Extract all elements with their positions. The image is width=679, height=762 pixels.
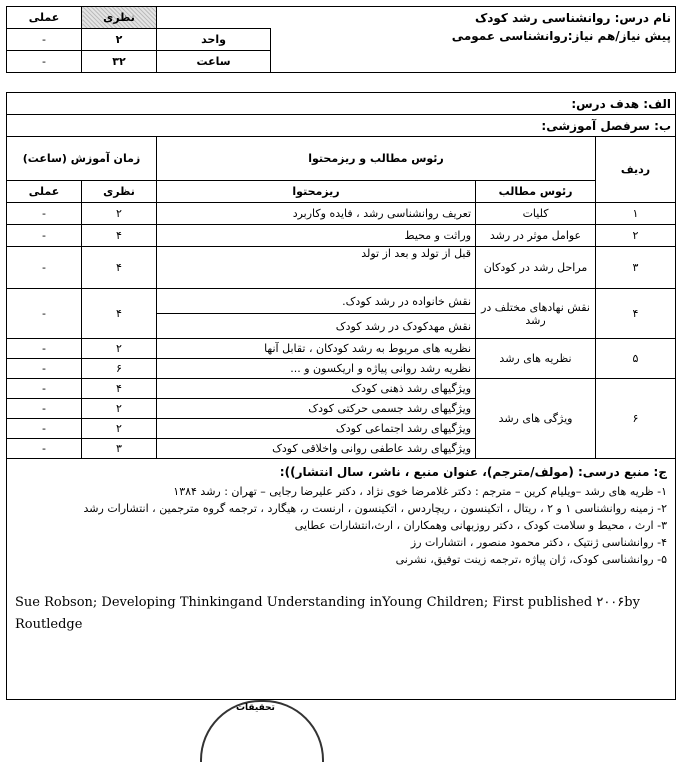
hours-theory: ۳۲ — [82, 51, 157, 73]
course-syllabus-page — [6, 6, 675, 722]
row-units-label: واحد — [157, 29, 271, 51]
col-main-topic: رئوس مطالب — [476, 181, 596, 203]
row-theory: ۳ — [82, 439, 157, 459]
row-theory: ۴ — [82, 379, 157, 399]
row-subcontent: نظریه رشد روانی پیاژه و اریکسون و ... — [157, 359, 476, 379]
row-theory: ۲ — [82, 339, 157, 359]
row-practical: - — [7, 399, 82, 419]
row-subcontent: ویژگیهای رشد ذهنی کودک — [157, 379, 476, 399]
row-hours-label: ساعت — [157, 51, 271, 73]
reference-item: ۲- زمینه روانشناسی ۱ و ۲ ، ریتال ، اتکینسون ، ریچاردس ، اتکینسون ، ارنست ر، هیگارد ، ترجمه گروه مترجمین ، انتشارات رشد — [83, 502, 668, 515]
reference-item: ۱- ظریه های رشد –ویلیام کرین – مترجم : دکتر غلامرضا خوی نژاد ، دکتر علیرضا رجایی – تهران : رشد ۱۳۸۴ — [173, 485, 668, 498]
course-name: نام درس: روانشناسی رشد کودک — [157, 7, 676, 29]
row-subcontent: قبل از تولد و بعد از تولد — [157, 247, 476, 289]
col-subcontent: ریزمحتوا — [157, 181, 476, 203]
row-number: ۳ — [596, 247, 676, 289]
units-theory: ۲ — [82, 29, 157, 51]
row-theory: ۲ — [82, 203, 157, 225]
row-theory: ۲ — [82, 399, 157, 419]
references-label: ج: منبع درسی: (مولف/مترجم)، عنوان منبع ، ناشر، سال انتشار)): — [279, 465, 668, 479]
units-practical: - — [7, 29, 82, 51]
row-number: ۶ — [596, 379, 676, 459]
row-topic: کلیات — [476, 203, 596, 225]
row-theory: ۴ — [82, 247, 157, 289]
row-topic: عوامل موثر در رشد — [476, 225, 596, 247]
references-section — [7, 459, 676, 700]
row-number: ۱ — [596, 203, 676, 225]
seal-stamp-text: تحقیقات — [236, 703, 275, 713]
row-practical: - — [7, 289, 82, 339]
row-topic: نقش نهادهای مختلف در رشد — [476, 289, 596, 339]
row-practical: - — [7, 419, 82, 439]
row-topic: ویژگی های رشد — [476, 379, 596, 459]
row-topic: نظریه های رشد — [476, 339, 596, 379]
row-practical: - — [7, 247, 82, 289]
hours-practical: - — [7, 51, 82, 73]
row-theory: ۴ — [82, 225, 157, 247]
row-number: ۵ — [596, 339, 676, 379]
row-subcontent: نظریه های مربوط به رشد کودکان ، تقابل آنها — [157, 339, 476, 359]
reference-item: ۵- روانشناسی کودک، ژان پیاژه ،ترجمه زینت توفیق، نشرنی — [395, 553, 668, 566]
syllabus-label: ب: سرفصل آموزشی: — [7, 115, 676, 137]
reference-item: ۴- روانشناسی ژنتیک ، دکتر محمود منصور ، انتشارات رز — [410, 536, 668, 549]
row-subcontent: نقش مهدکودک در رشد کودک — [157, 314, 476, 339]
col-topics: رئوس مطالب و ریزمحتوا — [157, 137, 596, 181]
reference-english: Sue Robson; Developing Thinkingand Understanding inYoung Children; First published ۲۰۰۶by Routledge — [15, 595, 640, 632]
col-practical: عملی — [7, 181, 82, 203]
reference-item: ۳- ارث ، محیط و سلامت کودک ، دکتر روزبهانی وهمکاران ، ارث،انتشارات عطایی — [294, 519, 668, 532]
syllabus-table — [6, 6, 676, 700]
row-subcontent: وراثت و محیط — [157, 225, 476, 247]
header-col-theory: نظری — [82, 7, 157, 29]
prerequisite: پیش نیاز/هم نیاز:روانشناسی عمومی — [271, 29, 676, 73]
row-practical: - — [7, 439, 82, 459]
row-number: ۴ — [596, 289, 676, 339]
row-subcontent: ویژگیهای رشد جسمی حرکتی کودک — [157, 399, 476, 419]
row-practical: - — [7, 379, 82, 399]
row-subcontent: نقش خانواده در رشد کودک. — [157, 289, 476, 314]
row-theory: ۴ — [82, 289, 157, 339]
row-subcontent: تعریف روانشناسی رشد ، فایده وکاربرد — [157, 203, 476, 225]
header-col-practical: عملی — [7, 7, 82, 29]
row-practical: - — [7, 339, 82, 359]
col-row-number: ردیف — [596, 137, 676, 203]
col-theory: نظری — [82, 181, 157, 203]
row-subcontent: ویژگیهای رشد عاطفی روانی واخلاقی کودک — [157, 439, 476, 459]
row-practical: - — [7, 203, 82, 225]
row-practical: - — [7, 225, 82, 247]
row-theory: ۶ — [82, 359, 157, 379]
row-theory: ۲ — [82, 419, 157, 439]
row-number: ۲ — [596, 225, 676, 247]
row-topic: مراحل رشد در کودکان — [476, 247, 596, 289]
col-time: زمان آموزش (ساعت) — [7, 137, 157, 181]
row-subcontent: ویژگیهای رشد اجتماعی کودک — [157, 419, 476, 439]
row-practical: - — [7, 359, 82, 379]
course-goal: الف: هدف درس: — [7, 93, 676, 115]
